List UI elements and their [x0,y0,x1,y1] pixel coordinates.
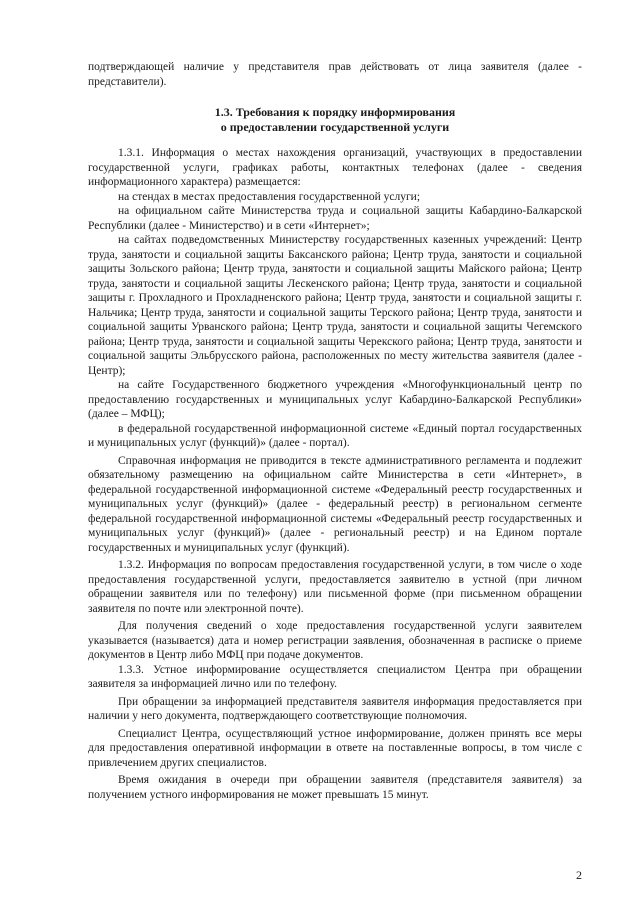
paragraph: на сайте Государственного бюджетного учреждения «Многофункциональный центр по предоставлению государственных и муниципальных услуг Кабардино-Балкарской Республики» (далее – МФЦ); [88,379,582,420]
paragraph: на официальном сайте Министерства труда и социальной защиты Кабардино-Балкарской Республики (далее - Министерство) и в сети «Интернет»; [88,205,582,232]
document-body [88,60,582,802]
paragraph: Специалист Центра, осуществляющий устное информирование, должен принять все меры для предоставления оперативной информации в ответе на поставленные вопросы, в том числе с привлечением других специалистов. [88,727,582,769]
section-heading-line-1: 1.3. Требования к порядку информирования [214,105,456,119]
section-heading-line-2: о предоставлении государственной услуги [220,120,450,134]
paragraph: на стендах в местах предоставления государственной услуги; [118,190,421,203]
paragraph: 1.3.3. Устное информирование осуществляется специалистом Центра при обращении заявителя за информацией лично или по телефону. [88,663,582,690]
paragraph: на сайтах подведомственных Министерству государственных казенных учреждений: Центр труда, занятости и социальной защиты Баксанского района; Центр труда, занятости и социальной защиты Зольского района; Центр труда, занятости и социальной защиты Майского района; Центр труда, занятости и социальной защиты Лескенского района; Центр труда, занятости и социальной защиты г. Прохладного и Прохладненского района; Центр труда, занятости и социальной защиты г. Нальчика; Центр труда, занятости и социальной защиты Терского района; Центр труда, занятости и социальной защиты Урванского района; Центр труда, занятости и социальной защиты Чегемского района; Центр труда, занятости и социальной защиты Черекского района; Центр труда, занятости и социальной защиты Эльбрусского района, расположенных по месту жительства заявителя (далее - Центр); [88,234,582,377]
paragraph: Для получения сведений о ходе предоставления государственной услуги заявителем указывается (называется) дата и номер регистрации заявления, обозначенная в расписке о приеме документов в Центр либо МФЦ при подаче документов. [88,620,582,661]
page-number: 2 [576,868,582,882]
paragraph: При обращении за информацией представителя заявителя информация предоставляется при наличии у него документа, подтверждающего соответствующие полномочия. [88,695,582,722]
paragraph: 1.3.1. Информация о местах нахождения организаций, участвующих в предоставлении государственной услуги, графиках работы, контактных телефонах (далее - сведения информационного характера) размещается: [88,147,582,188]
paragraph: в федеральной государственной информационной системе «Единый портал государственных и муниципальных услуг (функций)» (далее - портал). [88,422,582,449]
paragraph: Время ожидания в очереди при обращении заявителя (представителя заявителя) за получением устного информирования не может превышать 15 минут. [88,774,582,801]
paragraph: Справочная информация не приводится в тексте административного регламента и подлежит обязательному размещению на официальном сайте Министерства в сети «Интернет», в федеральной государственной информационной системе «Федеральный реестр государственных и муниципальных услуг (функций)» (далее - федеральный реестр) в региональном сегменте федеральной государственной информационной системы «Федеральный реестр государственных и муниципальных услуг (функций)» (далее - региональный реестр) и на Едином портале государственных и муниципальных услуг (функций). [88,454,582,554]
section-heading [88,105,582,135]
paragraph: 1.3.2. Информация по вопросам предоставления государственной услуги, в том числе о ходе предоставления государственной услуги, предоставляется заявителю в устной (при личном обращении заявителя или по телефону) или письменной форме (при письменном обращении заявителя по почте или электронной почте). [88,559,582,615]
lead-paragraph: подтверждающей наличие у представителя прав действовать от лица заявителя (далее - представители). [88,61,582,88]
